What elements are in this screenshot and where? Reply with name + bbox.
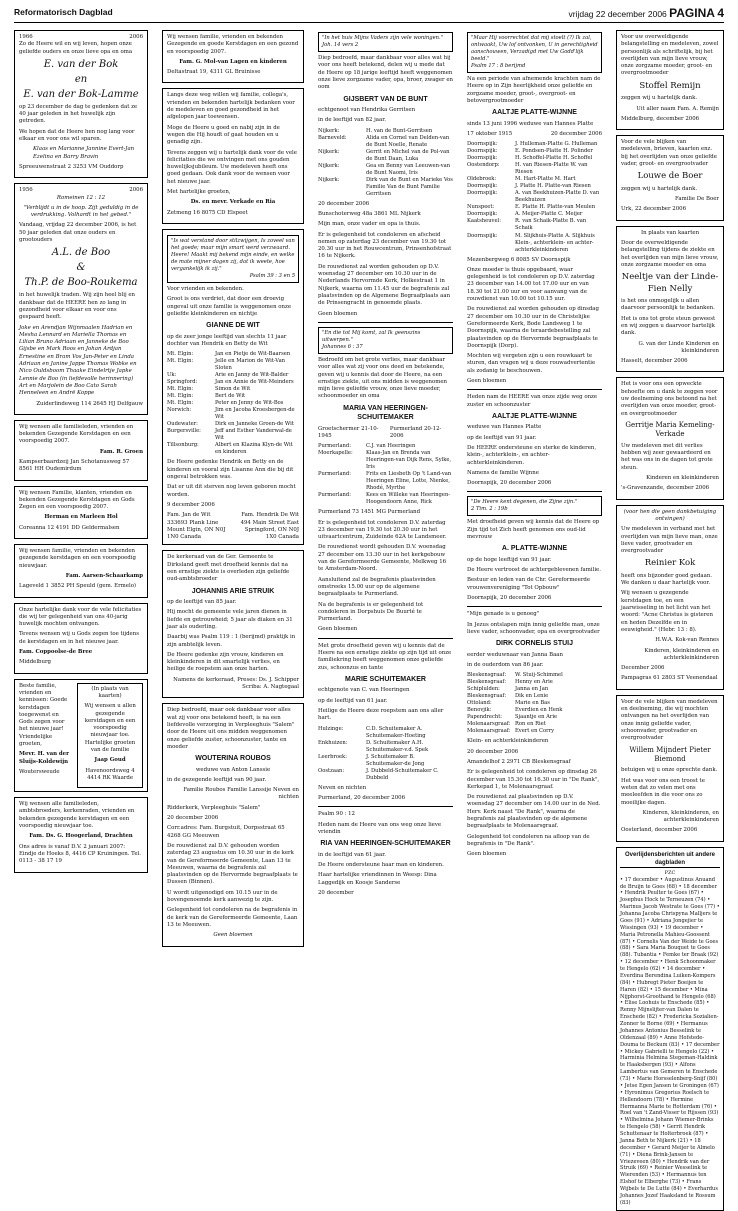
- family-list-row: [167, 442, 299, 456]
- family-list-place: Oostzaan:: [318, 767, 345, 774]
- family-list: [318, 726, 453, 782]
- family-list-place: Papendrecht:: [467, 714, 503, 721]
- family-list-names: E. Pondsen-Platte H. Polinder: [515, 148, 593, 155]
- family-list-row: [467, 679, 602, 686]
- family-list-names: M. Slijkhuis-Platte A. Slijkhuis Klein-, achterklein- en achter-achterkleinkinderen: [515, 232, 595, 253]
- family-list: [318, 443, 453, 506]
- family-list-row: [467, 148, 602, 155]
- family-list-place: Nijkerk:: [318, 127, 340, 134]
- family-list-place: Hulzinge:: [318, 725, 344, 732]
- column-1: [14, 30, 148, 878]
- page-info: vrijdag 22 december 2006 PAGINA 4: [568, 6, 724, 20]
- family-list-place: Doornspijk:: [467, 190, 498, 197]
- thanks-ad-van-der-linde: In plaats van kaarten Door de overweldigende belangstelling tijdens de ziekte en het overlijden van mijn lieve vrouw, onze zorgzame moeder en oma Neeltje van der Linde-Fien Nelly is het ons onmogelijk u allen daarvoor persoonlijk te bedanken. Het is ons tot grote steun geweest en wij zeggen u daarvoor hartelijk dank. G. van der Linde Kinderen en kleinkinderen Hasselt, december 2006: [616, 226, 724, 373]
- family-list-place: Mt. Elgin:: [167, 351, 194, 358]
- family-list-place: Barneveld:: [318, 134, 347, 141]
- greeting-ad-groen: Wij wensen alle familieleden, vrienden en bekenden Gezegende Kerstdagen en een voorspoedig 2007. Fam. R. Groen Kampserbaardzeij Jan Schotanusweg 57 8561 HH Oudemirdum: [14, 420, 148, 481]
- anniversary-ad-de-boo: 1956 2006 Romeinen 12 : 12 "Verblijdt u in de hoop. Zijt geduldig in de verdrukking. Volhardt in het gebed." Vandaag, vrijdag 22 december 2006, is het 50 jaar geleden dat onze ouders en grootouders A.L. de Boo & Th.P. de Boo-Roukema in het huwelijk traden. Wij zijn heel blij en dankbaar dat de HEERE hen zo lang in gezondheid voor elkaar en voor ons gespaard heeft. Joke en Arendjan Wijnmaalen Hadrian en Mesha Lennard en Mariella Thomas en Lilian Bruno Adriaan en Janneke de Boo Gijsbe en Mark Roos en Johan Ardjan Ernestine en Bram Vos Jan-Peter en Linda Adriaan en Janine Jappe Thomas Wobke en Nico Ouldsboom Thaake Eindelrtje Japke Lennie de Boo (in liefdevolle herinnering) Art en Marjolein de Boo Cato Sarah Henneleen en Andrë Koppe Zuiderlindeweg 114 2645 HJ Delfgauw: [14, 183, 148, 415]
- family-list-place: Mt. Elgin:: [167, 393, 194, 400]
- family-list-place: Schiplulden:: [467, 686, 500, 693]
- family-list-row: [467, 714, 602, 721]
- family-list-place: Benovjik:: [467, 707, 492, 714]
- newspaper-name: Reformatorisch Dagblad: [14, 7, 113, 17]
- family-list-names: Ron en Riet: [515, 721, 546, 728]
- family-list-row: [318, 492, 453, 506]
- family-list-names: Kees en Willeke van Heeringen-Hoogendoorn Anne, Rick: [366, 492, 451, 506]
- family-list-row: [467, 183, 602, 190]
- family-list-names: D. Schuitemaker A.H. Schuitemaker-v.d. Spek: [366, 739, 429, 753]
- family-list-row: [318, 128, 453, 135]
- family-list-row: [318, 149, 453, 163]
- divider: [467, 491, 602, 492]
- obituary-gijsbert-van-de-bunt: "In het huis Mijns Vaders zijn vele woningen." Joh. 14 vers 2 Diep bedroefd, maar dankbaar voor alles wat hij voor ons heeft betekend, delen wij u mede dat de Heere op 18 jarige leeftijd heeft weggenomen onze lieve zorgzame vader, opa, broer, zwager en oom GIJSBERT VAN DE BUNT echtgenoot van Hendrika Gerritsen in de leeftijd van 82 jaar. Nijkerk: H. van de Bunt-Gerritsen Barneveld: Alida en Cornel van Delden-van de Bunt Noelle, Renate Nijkerk: Gerrit en Michel van de Pol-van de Bunt Daan, Luka Nijkerk: Gea en Benny van Leeuwen-van de Bunt Naomi, Iris Nijkerk: Dirk van de Bunt en Marieke Vos Familie Van de Bunt Familie Gerritsen 20 december 2006 Bunschoterweg 48a 3861 ML Nijkerk Mijn man, onze vader en opa is thuis. Er is gelegenheid tot condoleren en afscheid nemen op zaterdag 23 december van 19.30 tot 20.30 uur in het Rouwcentrum, Prinsenhofstraat 16 te Nijkerk. De rouwdienst zal worden gehouden op D.V. woensdag 27 december om 10.30 uur in de Nederlands Hervormde Kerk, Holkestraat 1 in Nijkerk, waarna om 11.45 uur de begrafenis zal plaatsvinden op de Algemene Begraafplaats aan de Prinsengracht in genoemde plaats. Geen bloemen: [318, 32, 453, 318]
- column-5: [616, 30, 724, 1211]
- divider: [467, 389, 602, 390]
- family-list-row: [467, 204, 602, 211]
- family-list-place: Kaatsheuvel:: [467, 218, 501, 225]
- family-list-row: [167, 358, 299, 372]
- family-list-names: Gea en Benny van Leeuwen-van de Bunt Naomi, Iris: [366, 162, 451, 176]
- family-list-row: [318, 135, 453, 149]
- family-list-names: J. Schuitemaker B. Schuitemaker-de Jong: [366, 753, 425, 767]
- family-list-place: Doornspijk:: [467, 232, 498, 239]
- family-list-place: Bleskensgraaf:: [467, 679, 507, 686]
- family-list: [467, 672, 602, 735]
- divider: [318, 322, 453, 323]
- family-list-place: Purmerland:: [318, 443, 351, 450]
- family-list-place: Enkhuizen:: [318, 739, 348, 746]
- family-list-names: H. van Riesen-Platte W. van Riesen: [515, 162, 588, 176]
- family-list-row: [467, 218, 602, 232]
- family-list-names: Janna en Jan: [515, 686, 549, 693]
- family-list-names: Albert en Klazina Klyn-de Wit en kinderen: [215, 442, 293, 456]
- family-list-row: [467, 728, 602, 735]
- thanks-ad-kemeling: Het is voor ons een opweckte behoefte om u dank te zeggen voor uw deelneming ons betoond na het overlijden van onze moeder, groot- en overgrootmoeder Gerritje Maria Kemeling-Verkade Uw medeleven met dit verlies hebben wij zeer gewaardeerd en het was ons in de dagen tot grote steun. Kinderen en kleinkinderen 's-Gravenzande, december 2006: [616, 377, 724, 499]
- family-list-names: Frits en Liesbeth Op 't Land-van Heeringen Eline, Lotte, Nienke, Rhodé, Myrthe: [366, 471, 452, 492]
- family-list-row: [167, 351, 299, 358]
- family-list-place: Doornspijk:: [467, 155, 498, 162]
- divider: [318, 806, 453, 807]
- obituary-marie-schuitemaker: Met grote droefheid geven wij u kennis dat de Heere na een ernstige ziekte op zijn tijd uit onze familiekring heeft weggenomen onze geliefde zus, schoonzus en tante MARIE SCHUITEMAKER echtgenote van C. van Heeringen op de leeftijd van 61 jaar. Heilige de Heere deze roepstem aan ons aller hart. Hulzinge: C.D. Schuitemaker A. Schuitemaker-Hoeting Enkhuizen: D. Schuitemaker A.H. Schuitemaker-v.d. Spek Leerbroek: J. Schuitemaker B. Schuitemaker-de Jong Oostzaan: J. Dubbeld-Schuitemaker C. Dubbeld Neven en nichten Purmerland, 20 december 2006: [318, 642, 452, 801]
- family-list-row: [467, 672, 602, 679]
- family-list-row: [467, 141, 602, 148]
- obituary-maria-van-heeringen: "En die tot Mij komt, zal Ik geenszins uitwerpen." Johannes 6 : 37 Bedroefd om het grote verlies, maar dankbaar voor alles wat zij voor ons deed en betekende, geven wij u kennis dat door de Heere, na een ernstige ziekte, uit ons midden is weggenomen mijn lieve geliefde vrouw, onze lieve moeder, schoonmoeder en oma MARIA VAN HEERINGEN-SCHUITEMAKER Groetschermer 21-10-1945 Purmerland 20-12-2006 Purmerland: C.J. van Heeringen Moerkapelle: Klaas-Jan en Brenda van Heeringen-van Dijk Rens, Sylke, Iris Purmerland: Frits en Liesbeth Op 't Land-van Heeringen Eline, Lotte, Nienke, Rhodé, Myrthe Purmerland: Kees en Willeke van Heeringen-Hoogendoorn Anne, Rick Purmerland 73 1451 MG Purmerland Er is gelegenheid tot condoleren D.V. zaterdag 23 december van 19.30 tot 20.30 uur in het uitvaartcentrum, Zuideinde 62A te Landsmeer. De rouwdienst wordt gehouden D.V. woensdag 27 december om 13.30 uur in het kerkgebouw van de Gereformeerde Gemeente, Melkweg 16 te Amsterdam-Noord. Aansluitend zal de begrafenis plaatsvinden omstreeks 15.00 uur op de algemene begraafplaats te Purmerland. Na de begrafenis is er gelegenheid tot condoleren in Dorpshuis De Buurté te Purmerland. Geen bloemen: [318, 327, 453, 634]
- thanks-ad-de-boer: Voor de vele blijken van medeleven, brieven, kaarten enz. bij het overlijden van onze geliefde vader, groot- en overgrootvader Louwe de Boer zeggen wij u hartelijk dank. Familie De Boer Urk, 22 december 2006: [616, 135, 724, 221]
- family-list-row: [167, 372, 299, 379]
- family-list-names: Jeff and Esther Vanderwal-de Wit: [215, 428, 292, 442]
- masthead: [14, 6, 724, 23]
- family-list-place: Molenaarsgraaf:: [467, 728, 511, 735]
- family-list-row: [167, 421, 299, 428]
- family-list-place: Uk:: [167, 372, 177, 379]
- family-list-place: Purmerland:: [318, 492, 351, 499]
- thanks-ad-biemond: Voor de vele blijken van medeleven en deelneming, die wij mochten ontvangen na het overlijden van onze innig geliefde vader, schoonvader, grootvader en overgrootvader Willem Mijndert Pieter Biemond betuigen wij u onze oprechte dank. Het was voor ons een troost te weten dat zo velen met ons meeleefden in die voor ons zo moeilijke dagen. Kinderen, kleinkinderen, en achterkleinkinderen Oosterland, december 2006: [616, 695, 724, 842]
- family-list-names: Klaas-Jan en Brenda van Heeringen-van Dijk Rens, Sylke, Iris: [366, 450, 452, 471]
- greeting-ad-aarsen: Wij wensen familie, vrienden en bekenden gezegende kerstdagen en een voorspoedig nieuwjaar. Fam. Aarsen-Schaarkamp Lageveld 1 3852 PH Speuld (gem. Ermelo): [14, 544, 148, 597]
- family-list-row: [318, 754, 453, 768]
- family-list-place: Nunspeet:: [467, 204, 495, 211]
- family-list-names: Marie en Bas: [515, 700, 550, 707]
- family-list-place: Oldebroek:: [467, 176, 497, 183]
- family-list: [467, 141, 602, 253]
- family-list-names: Peter en Jenny de Wit-Bos: [215, 400, 284, 407]
- obituaries-other-papers: Overlijdensberichten uit andere dagbladen PZC • 17 december • Augustinus Anuand de Bruijn te Goes (68) • 18 december • Hendrik Peulter te Goes (67) • Josephus Hock te Terneuzen (74) • Marinus Jacob Westrate te Goes (77) • Johanna Jacoba Chrispyna Malljers te Goes (91) • Adriana Jongejier te Wissingen (93) • 19 december • Maria Petronella Mahieu-Goossent (87) • Cornelis Van der Weide te Goes (88) • Sara Maria Bouquet te Goes (88). Tubantia • Femke ter Braak (92) • 12 december • Henk Schoonmaker te Hengelo (62) • 14 december • Everdina Berendina Luiken-Kompers (84) • Hubregt Pieter Boeijen te Haren (82) • 15 december • Mina Nijphorst-Groothand te Hengelo (68) • Elise Loohuis te Enschede (85) • Renny Mijnslijter-van Dalen te Enschede (82) • Fredericka Sozialien-Zonner te Borne (69) • Hermanus Johannes Antonius Besselink te Oldenzaal (89) • Anne Hofstede-Douma te Beckum (83) • 17 december • Mickey Gabrielli te Hengelo (22) • Harminia Helmina Stegeman-Haldink te Haaksbergen (93) • Alfons Lambertus van Gemeren te Enschede (73) • Marie Horsselenberg-Snijf (80) • Jetse Egen Jansen te Groningen (67) • Hyronimus Gregorius Roelsch te Hellendoorn (78) • Hermine Hermanna Marie te Rotterdam (76) • Roel van 't Zand-Visser te Rijssen (93) • Wilhelmina Johann Wiemer-Brinks te Hengelo (58) • Gerrit Hendrik Schuttenaar te Holterbroek (87) • Janna Beth te Nijkerk (21) • 18 december • Gerard Meijer te Almelo (71) • Diena Brink-Jansen te Vriezeveen (80) • Hendrik van der Struik (69) • Reinier Wesselink te Wierenden (53) • Hermannus ten Elshof te Elberghe (73) • Frans Wijbels te De Lutte (84) • Everhardus Johannes Jozef Haaksland te Rossum (83): [616, 847, 724, 1211]
- family-list-row: [467, 211, 602, 218]
- family-list-names: Alida en Cornel van Delden-van de Bunt Noelle, Renate: [366, 134, 450, 148]
- family-list-row: [318, 740, 453, 754]
- family-list-row: [167, 379, 299, 386]
- family-list-names: Gerrit en Michel van de Pol-van de Bunt Daan, Luka: [366, 148, 450, 162]
- column-3: [318, 30, 453, 900]
- family-list-place: Mt. Elgin:: [167, 358, 194, 365]
- greeting-ad-mol: Wij wensen familie, vrienden en bekenden Gezegende en goede Kerstdagen en een gezond en voorspoedig 2007. Fam. G. Mol-van Lagen en kinderen Deltastraat 19, 4311 GL Bruinisse: [162, 30, 304, 83]
- obituary-dirk-cornelis-stuij: "Mijn genade is u genoeg" In Jezus ontslapen mijn innig geliefde man, onze lieve vader, schoonvader, opa en overgrootvader DIRK CORNELIS STUIJ eerder weduwnaar van Janna Baan in de ouderdom van 86 jaar. Bleskensgraaf: W. Stuij-Schimmel Bleskensgraaf: Henny en Arie Schiplulden: Janna en Jan Bleskensgraaf: Dik en Lenie Ottoland: Marie en Bas Benovjik: Everdien en Henk Papendrecht: Sjaantje en Arie Molenaarsgraaf: Ron en Riet Molenaarsgraaf: Evert en Corry Klein- en achterkleinkinderen 20 december 2006 Amandelhof 2 2971 CB Bleskensgraaf Er is gelegenheid tot condoleren op dinsdag 26 december van 15.30 tot 16.30 uur in "De Rank", Kerkepad 1, te Molenaarsgraaf. De rouwdienst zal plaatsvinden op D.V. woensdag 27 december om 14.00 uur in de Ned. Herv. Kerk naast "De Rank", waarna de begrafenis zal plaatsvinden op de algemene begraafplaats te Molenaarsgraaf. Gelegenheid tot condoleren na afloop van de begrafenis in "De Rank". Geen bloemen: [467, 611, 601, 858]
- obituary-johannis-arie-struik: De kerkeraad van de Ger. Gemeente te Dirksland geeft met droefheid kennis dat na een ernstige ziekte is overleden zijn geliefde oud-ambtsbroeder JOHANNIS ARIE STRUIK op de leeftijd van 85 jaar. Hij mocht de gemeente vele jaren dienen in liefde en getrouwheid; 5 jaar als diaken en 31 jaar als ouderling. Daarbij was Psalm 119 : 1 (berijmd) praktijk in zijn ambtelijk leven. De Heere gedenke zijn vrouw, kinderen en kleinkinderen in dit smartelijk verlies, en heilige de roepstem aan onze harten. Namens de kerkeraad, Preses: Ds. J. Schipper Scriba: A. Nagtegaal: [162, 550, 304, 698]
- anniversary-ad-van-der-bok: 1966 2006 Zo de Heere wil en wij leven, hopen onze geliefde ouders en onze lieve opa en oma E. van der Bok en E. van der Bok-Lamme op 23 december de dag te gedenken dat ze 40 jaar geleden in het huwelijk zijn getreden. We hopen dat de Heere hen nog lang voor elkaar en voor ons wil sparen. Klaas en Marianne Jannine Evert-Jan Ezelina en Barry Bravin Spreeuwenstraat 2 3253 VM Ouddorp: [14, 30, 148, 178]
- family-list-names: Bert de Wit: [215, 393, 246, 400]
- family-list-row: [318, 163, 453, 177]
- family-list-row: [318, 443, 453, 450]
- family-list: [318, 128, 453, 198]
- family-list-names: J. Platte H. Platte-van Riesen: [515, 183, 591, 190]
- family-list-names: J. Hulleman-Platte G. Hulleman: [515, 141, 598, 148]
- family-list-place: Leerbroek:: [318, 753, 347, 760]
- obituary-gianne-de-wit: "Is wat verstand door stilzwijgen, Is zoveel van het goede; maar mijn smart werd verzwaard. Heere! Maakt mij bekend mijn einde, en welke de mate mijner dagen zij, dat ik weete, hoe vergankelijk ik zij." Psalm 39 : 3 en 5 Voor vrienden en bekenden. Groot is ons verdriet, dat door een droevig ongeval uit onze familie is weggenomen onze geliefde kleinkinderen en nichtje GIANNE DE WIT op de zeer jonge leeftijd van slechts 11 jaar dochter van Hendrik en Betty de Wit Mt. Elgin: Jan en Pietje de Wit-Baarsen Mt. Elgin: Jelle en Marion de Wit-Van Sloten Uk: Arie en Janny de Wit-Balder Springford: Jan en Annie de Wit-Meinders Mt. Elgin: Simon de Wit Mt. Elgin: Bert de Wit Mt. Elgin: Peter en Jenny de Wit-Bos Norwich: Jim en Jacoba Kroesbergen-de Wit Oudewater: Dirk en Janneke Groen-de Wit Burgersville: Jeff and Esther Vanderwal-de Wit Tillsonburg: Albert en Klazina Klyn-de Wit en kinderen De Heere gedenke Hendrik en Betty en de kinderen en vooral zijn Lisanne Ann die bij dit ongeval betrokken was. Dat er uit dit sterven nog leven geboren mocht worden. 9 december 2006 Fam. Jan de Wit 333693 Plank Line Mount Elgin, ON N0J 1N0 Canada Fam. Hendrik De Wit 494 Main Street East Springford, ON N0J 1X0 Canada: [162, 229, 304, 546]
- family-list-place: Bleskensgraaf:: [467, 693, 507, 700]
- family-list-place: Mt. Elgin:: [167, 400, 194, 407]
- greeting-ad-hoogerland: Wij wensen alle familieleden, ambtsbroeders, kerkenraden, vrienden en bekenden gezegende kerstdagen en een voorspoedig nieuwjaar toe. Fam. Ds. G. Hoogerland, Drachten Ons adres is vanaf D.V. 2 januari 2007: Eindje de Hoeks 8, 4416 CP Kruiningen. Tel. 0113 - 38 17 19: [14, 797, 148, 872]
- family-list-names: R. van Schaik-Platte B. van Schaik: [515, 218, 587, 232]
- family-list-names: W. Stuij-Schimmel: [515, 672, 563, 679]
- family-list-row: [467, 707, 602, 714]
- family-list-names: Dirk van de Bunt en Marieke Vos Familie Van de Bunt Familie Gerritsen: [366, 176, 453, 197]
- family-list-place: Oostendorp:: [467, 162, 500, 169]
- greeting-ad-hol: Wij wensen Familie, klanten, vrienden en bekenden Gezegende Kerstdagen en Gods Zegen en een voorspoedig 2007. Herman en Marleen Hol Coreanna 12 4191 DD Geldermalsen: [14, 486, 148, 539]
- family-list-names: Everdien en Henk: [515, 707, 563, 714]
- family-list-names: Jan en Pietje de Wit-Baarsen: [215, 351, 291, 358]
- divider: [467, 606, 602, 607]
- family-list-names: C.D. Schuitemaker A. Schuitemaker-Hoeting: [366, 725, 426, 739]
- family-list-place: Nijkerk:: [318, 148, 340, 155]
- family-list-place: Doornspijk:: [467, 148, 498, 155]
- family-list-row: [318, 726, 453, 740]
- obituary-a-platte-wijnne-vereniging: "De Heere kent degenen, die Zijne zijn." 2 Tim. 2 : 19b Met droefheid geven wij kennis dat de Heere op Zijn tijd tot Zich heeft genomen ons oud-lid mevrouw A. PLATTE-WIJNNE op de hoge leeftijd van 91 jaar. De Heere vertroost de achtergeblevenen familie. Bestuur en leden van de Chr. Gereformeerde vrouwenvereniging "Tot Opbouw" Doornspijk, 20 december 2006: [467, 496, 602, 602]
- family-list-row: [318, 450, 453, 471]
- family-list-names: Henny en Arie: [515, 679, 553, 686]
- family-list-names: H. Schoffel-Platte H. Schoffel: [515, 155, 593, 162]
- family-list-place: Norwich:: [167, 407, 192, 414]
- obituary-aaltje-platte-wijnne: "Maar Hij voorrechtet dat mij stoelt (?) Ik zal, ontwaakt, Uw lof ontvonken, U in gerechtigheid aanschouwen, Verzadigd met Uw Godd'lijk beeld." Psalm 17 : 8 berijmd Na een periode van afnemende krachten nam de Heere op in Zijn heerlijkheid onze geliefde en zorgzame moeder, groot-, overgroot- en betovergrootmoeder AALTJE PLATTE-WIJNNE sinds 13 juni 1996 weduwe van Hannes Platte 17 oktober 1915 20 december 2006 Doornspijk: J. Hulleman-Platte G. Hulleman Doornspijk: E. Pondsen-Platte H. Polinder Doornspijk: H. Schoffel-Platte H. Schoffel Oostendorp: H. van Riesen-Platte W. van Riesen Oldebroek: M. Hart-Platte M. Hart Doornspijk: J. Platte H. Platte-van Riesen Doornspijk: A. van Beekhuizen-Platte D. van Beekhuizen Nunspeet: E. Platte H. Platte-van Meulen Doornspijk: A. Meijer-Platte C. Meijer Kaatsheuvel: R. van Schaik-Platte B. van Schaik Doornspijk: M. Slijkhuis-Platte A. Slijkhuis Klein-, achterklein- en achter-achterkleinkinderen Mezenbergweg 6 8085 SV Doornspijk Onze moeder is thuis opgebaard, waar gelegenheid is tot condoleren op D.V. zaterdag 23 december van 14.00 tot 17.00 uur en van 18.30 tot 21.00 uur en voor aanvang van de rouwdienst van 10.00 tot 10.15 uur. De rouwdienst zal worden gehouden op dinsdag 27 december om 10.30 uur in de Christelijke Gereformeerde Kerk, Bode Landsweg 1 te Doornspijk, waarna de teraardebestelling zal plaatsvinden op de Hervormde begraafplaats te Doornspijk (Dorp). Mochten wij vergeten zijn u een rouwkaart te sturen, dan vragen wij u deze rouwadvertentie als zodanig te beschouwen. Geen bloemen: [467, 32, 602, 385]
- family-list-row: [167, 393, 299, 400]
- family-list-row: [167, 400, 299, 407]
- family-list-names: Dirk en Janneke Groen-de Wit: [215, 421, 294, 428]
- family-list-names: M. Hart-Platte M. Hart: [515, 176, 576, 183]
- family-list-place: Springford:: [167, 379, 198, 386]
- greeting-ad-goud: (In plaats van kaarten) Wij wensen u allen gezegende kerstdagen en een voorspoedig nieuwjaar toe. Hartelijke groeten van de familie Jaap Goud Havenoordsweg 4 4414 RK Waarde: [77, 683, 143, 789]
- family-list-place: Nijkerk:: [318, 162, 340, 169]
- family-list-place: Purmerland:: [318, 471, 351, 478]
- family-list-row: [467, 721, 602, 728]
- family-list-row: [467, 190, 602, 204]
- family-list-row: [318, 768, 453, 782]
- column-4: [467, 30, 602, 861]
- divider: [318, 638, 453, 639]
- family-list-place: Doornspijk:: [467, 141, 498, 148]
- family-list-row: [318, 177, 453, 198]
- family-list-place: Molenaarsgraaf:: [467, 721, 511, 728]
- family-list-row: [467, 155, 602, 162]
- thanks-ad-verkade: Langs deze weg willen wij familie, collega's, vrienden en bekenden hartelijk bedanken voor de medeleven en goed gezondheid in het afgelopen jaar toewensen. Moge de Heere u goed en nabij zijn in de wegen die Hij houdt of gaat houden en u genadig zijn. Tevens zeggen wij u hartelijk dank voor de vele felicitaties die we ontvingen met ons gouden huwelijksjubileum. Uw medeleven heeft ons goed gedaan. Ook dank voor de wensen voor het nieuwe jaar. Met hartelijke groeten, Ds. en mevr. Verkade en Ria Zetmeng 16 8075 CD Elspeet: [162, 88, 304, 223]
- family-list-row: [167, 407, 299, 421]
- family-list-row: [467, 686, 602, 693]
- family-list-place: Ottoland:: [467, 700, 492, 707]
- family-list-place: Oudewater:: [167, 421, 198, 428]
- family-list-names: E. Platte H. Platte-van Meulen: [515, 204, 596, 211]
- family-list-row: [318, 471, 453, 492]
- family-list-names: J. Dubbeld-Schuitemaker C. Dubbeld: [366, 767, 439, 781]
- family-list-row: [467, 700, 602, 707]
- family-list-names: A. Meijer-Platte C. Meijer: [515, 211, 583, 218]
- family-list-names: C.J. van Heeringen: [366, 443, 416, 450]
- family-list-names: H. van de Bunt-Gerritsen: [366, 127, 433, 134]
- thanks-ad-coppoolse: Onze hartelijke dank voor de vele felicitaties die wij ter gelegenheid van ons 40-jarig huwelijk mochten ontvangen. Tevens wensen wij u Gods zegen toe tijdens de kerstdagen en in het nieuwe jaar. Fam. Coppoolse-de Bree Middelburg: [14, 603, 148, 674]
- family-list-row: [167, 428, 299, 442]
- obituary-aaltje-platte-wijnne-family: Heden nam de HEERE van onze zijde weg onze zuster en schoonzuster AALTJE PLATTE-WIJNNE weduwe van Hannes Platte op de leeftijd van 91 jaar. De HEERE ondersteune en sterke de kinderen, klein-, achterklein-, en achter-achterkleinkinderen. Namens de familie Wijnne Doornspijk, 20 december 2006: [467, 394, 598, 487]
- family-list-place: Burgersville:: [167, 428, 201, 435]
- family-list-names: Dik en Lenie: [515, 693, 549, 700]
- family-list-names: Jim en Jacoba Kroesbergen-de Wit: [215, 407, 295, 421]
- family-list-row: [467, 693, 602, 700]
- family-list-names: Evert en Corry: [515, 728, 555, 735]
- family-list-names: Sjaantje en Arie: [515, 714, 558, 721]
- family-list-row: [467, 233, 602, 254]
- column-2: [162, 30, 304, 952]
- family-list-place: Doornspijk:: [467, 183, 498, 190]
- family-list-row: [467, 162, 602, 176]
- obituary-wouterina-roubos: Diep bedroefd, maar ook dankbaar voor alles wat zij voor ons betekend heeft, is na een liefdevolle verzorging in Verpleeghuis "Salem" door de Heere uit ons midden weggenomen onze geliefde zuster, schoonzuster, tante en moeder WOUTERINA ROUBOS weduwe van Anton Lanssie in de gezegende leeftijd van 90 jaar. Familie Roubos Familie Lanssije Neven en nichten Ridderkerk, Verpleeghuis "Salem" 20 december 2006 Corr.adres: Fam. Burgstuit, Dorpsstraat 65 4268 GG Meeuwen De rouwdienst zal D.V. gehouden worden zaterdag 23 augustus om 10.30 uur in de kerk van de Gereformeerde Gemeente, Laan 13 te Meeuwen, waarna de begrafenis zal plaatsvinden op de Hervormde begraafplaats te Dussen (Binnen). U wordt uitgenodigd om 10.15 uur in de bovengenoemde kerk aanwezig te zijn. Gelegenheid tot condoleren na de begrafenis in de kerk van de Gereformeerde Gemeente, Laan 13 te Meeuwen. Geen bloemen: [162, 703, 304, 946]
- greeting-ad-van-der-sluijs: Beste familie, vrienden en kennissen: Goede kerstdagen toegewenst en Gods zegen voor het nieuwe jaar! Vriendelijke groeten, Mevr. H. van der Sluijs-Koldewijn Woutersweude (In plaats van kaarten) Wij wensen u allen gezegende kerstdagen en een voorspoedig nieuwjaar toe. Hartelijke groeten van de familie Jaap Goud Havenoordsweg 4 4414 RK Waarde: [14, 679, 148, 793]
- family-list-place: Moerkapelle:: [318, 450, 353, 457]
- family-list-names: Jelle en Marion de Wit-Van Sloten: [215, 358, 286, 372]
- family-list-names: Arie en Janny de Wit-Balder: [215, 372, 289, 379]
- family-list-names: A. van Beekhuizen-Platte D. van Beekhuizen: [515, 190, 600, 204]
- thanks-ad-kok: (voor hen die geen dankbetuiging ontvingen) Uw medeleven in verband met het overlijden van mijn lieve man, onze lieve vader, grootvader en overgrootvader Reinier Kok heeft ons bijzonder goed gedaan. We danken u daar hartelijk voor. Wij wensen u gezegende kerstdagen toe, en een jaarwisseling in het licht van het woord: "Acne Christus is gisteren en heden Dezelfde en in eeuwigheid." (Hebr. 13 : 8). H.W.A. Kok-van Rennes Kinderen, kleinkinderen en achterkleinkinderen December 2006 Pampagras 61 2803 ST Veenendaal: [616, 505, 724, 690]
- family-list-place: Tillsonburg:: [167, 442, 199, 449]
- family-list-names: Simon de Wit: [215, 386, 251, 393]
- family-list-names: Jan en Annie de Wit-Meinders: [215, 379, 294, 386]
- family-list-place: Doornspijk:: [467, 211, 498, 218]
- family-list-row: [167, 386, 299, 393]
- thanks-ad-remijn: Voor uw overweldigende belangstelling en medeleven, zowel persoonlijk als schriftelijk, bij het overlijden van mijn lieve vrouw, onze zorgzame moeder, groot- en overgrootmoeder Stoffel Remijn zeggen wij u hartelijk dank. Uit aller naam Fam. A. Remijn Middelburg, december 2006: [616, 30, 724, 130]
- family-list-place: Bleskensgraaf:: [467, 672, 507, 679]
- family-list-place: Mt. Elgin:: [167, 386, 194, 393]
- family-list-place: Nijkerk:: [318, 176, 340, 183]
- family-list: [167, 351, 299, 456]
- obituary-ria-van-heeringen: Psalm 90 : 12 Heden nam de Heere van ons weg onze lieve vriendin RIA VAN HEERINGEN-SCHUITEMAKER in de leeftijd van 61 jaar. De Heere ondersteune haar man en kinderen. Haar hartelijke vriendinnen in Weesp: Dina Laggedijk en Koosje Sanderse 20 december: [318, 811, 451, 896]
- family-list-row: [467, 176, 602, 183]
